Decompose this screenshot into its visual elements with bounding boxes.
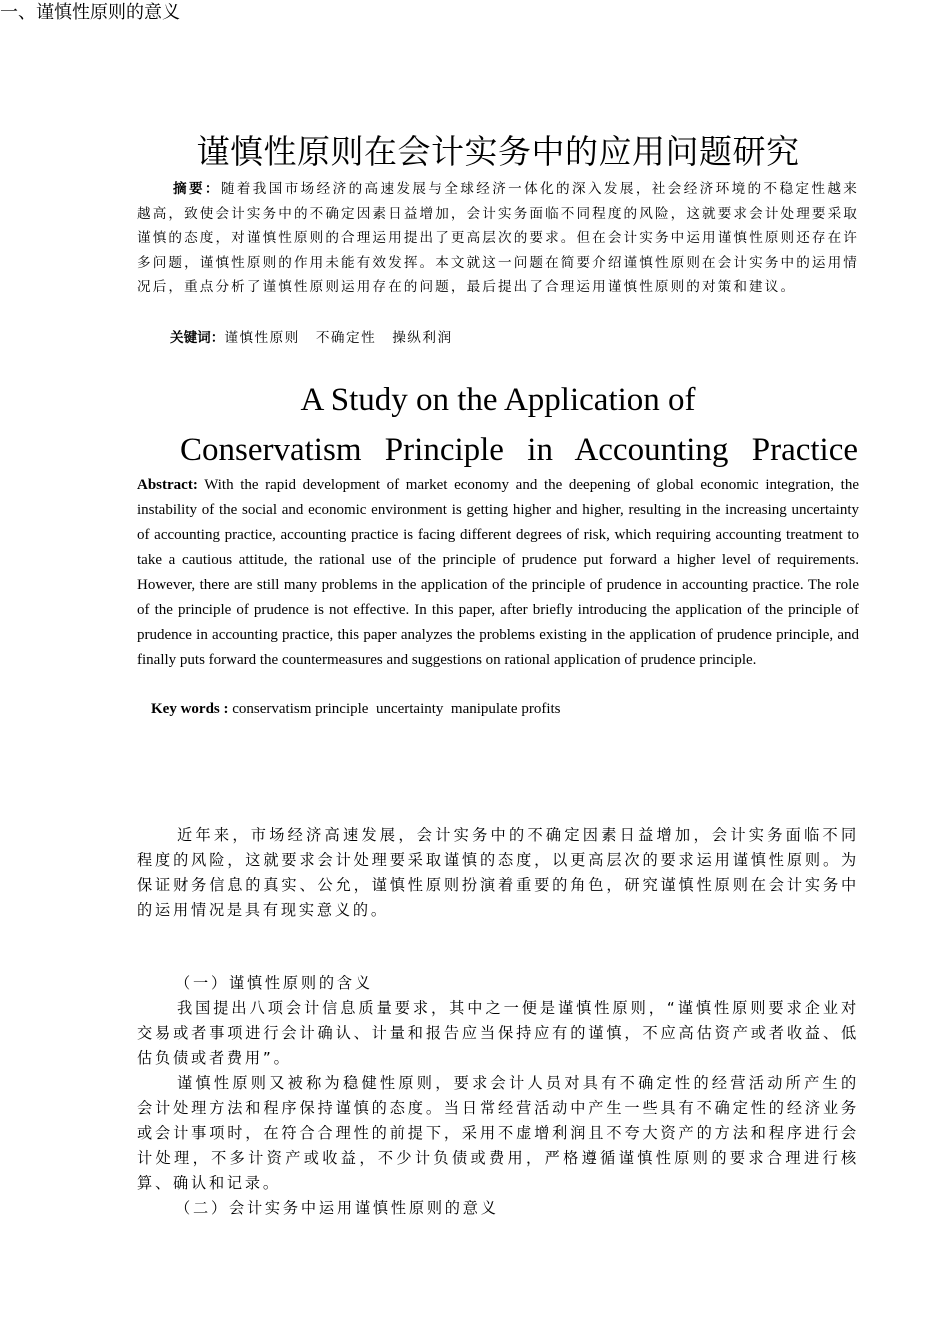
body-paragraph: 我国提出八项会计信息质量要求，其中之一便是谨慎性原则，“谨慎性原则要求企业对交易或者事项进行会计确认、计量和报告应当保持应有的谨慎，不应高估资产或者收益、低估负债或者费用”。 bbox=[137, 999, 859, 1067]
english-title-line-1: A Study on the Application of bbox=[300, 382, 696, 418]
chinese-keywords bbox=[137, 327, 859, 349]
intro-text: 近年来，市场经济高速发展，会计实务中的不确定因素日益增加，会计实务面临不同程度的风险，这就要求会计处理要采取谨慎的态度，以更高层次的要求运用谨慎性原则。为保证财务信息的真实、公允，谨慎性原则扮演着重要的角色，研究谨慎性原则在会计实务中的运用情况是具有现实意义的。 bbox=[137, 826, 859, 919]
section-1-body bbox=[137, 971, 859, 1221]
body-paragraph: 谨慎性原则又被称为稳健性原则，要求会计人员对具有不确定性的经营活动所产生的会计处理方法和程序保持谨慎的态度。当日常经营活动中产生一些具有不确定性的经济业务或会计事项时，在符合合理性的前提下，采用不虚增利润且不夸大资产的方法和程序进行会计处理，不多计资产或收益，不少计负债或费用，严格遵循谨慎性原则的要求合理进行核算、确认和记录。 bbox=[137, 1074, 859, 1192]
chinese-abstract-text: 随着我国市场经济的高速发展与全球经济一体化的深入发展，社会经济环境的不稳定性越来越高，致使会计实务中的不确定因素日益增加，会计实务面临不同程度的风险，这就要求会计处理要采取谨慎的态度，对谨慎性原则的合理运用提出了更高层次的要求。但在会计实务中运用谨慎性原则还存在许多问题，谨慎性原则的作用未能有效发挥。本文就这一问题在简要介绍谨慎性原则在会计实务中的运用情况后，重点分析了谨慎性原则运用存在的问题，最后提出了合理运用谨慎性原则的对策和建议。 bbox=[137, 181, 859, 296]
section-heading-1: 一、谨慎性原则的意义 bbox=[0, 2, 180, 23]
chinese-keyword: 谨慎性原则 bbox=[224, 330, 300, 346]
chinese-title: 谨慎性原则在会计实务中的应用问题研究 bbox=[196, 132, 800, 171]
english-abstract-label: Abstract: bbox=[137, 477, 198, 493]
subsection-heading-1: （一）谨慎性原则的含义 bbox=[175, 974, 373, 992]
english-abstract bbox=[137, 473, 859, 673]
chinese-keyword: 不确定性 bbox=[315, 330, 377, 346]
english-keywords-label: Key words : bbox=[151, 701, 229, 717]
chinese-keyword: 操纵利润 bbox=[392, 330, 453, 346]
chinese-abstract bbox=[137, 177, 859, 300]
english-abstract-text: With the rapid development of market economy and the deepening of global economic integration, the instability of the social and economic environment is getting higher and higher, resulting in the increasing uncertainty of accounting practice, accounting practice is facing different degrees of risk, which requiring accounting treatment to take a cautious attitude, the rational use of the principle of prudence put forward a higher level of requirements. However, there are still many problems in the application of the principle of prudence in accounting practice. The role of the principle of prudence is not effective. In this paper, after briefly introducing the application of the principle of prudence in accounting practice, this paper analyzes the problems existing in the application of prudence principle, and finally puts forward the countermeasures and suggestions on rational application of prudence principle. bbox=[137, 477, 859, 668]
subsection-heading-2: （二）会计实务中运用谨慎性原则的意义 bbox=[175, 1199, 499, 1217]
chinese-keywords-label: 关键词： bbox=[170, 330, 225, 346]
introduction-paragraph bbox=[137, 823, 859, 923]
english-title-line-2: Conservatism Principle in Accounting Practice bbox=[180, 432, 858, 468]
english-keywords bbox=[137, 697, 859, 722]
chinese-abstract-label: 摘要： bbox=[173, 181, 221, 197]
english-keywords-text: conservatism principle uncertainty manipulate profits bbox=[232, 701, 561, 717]
